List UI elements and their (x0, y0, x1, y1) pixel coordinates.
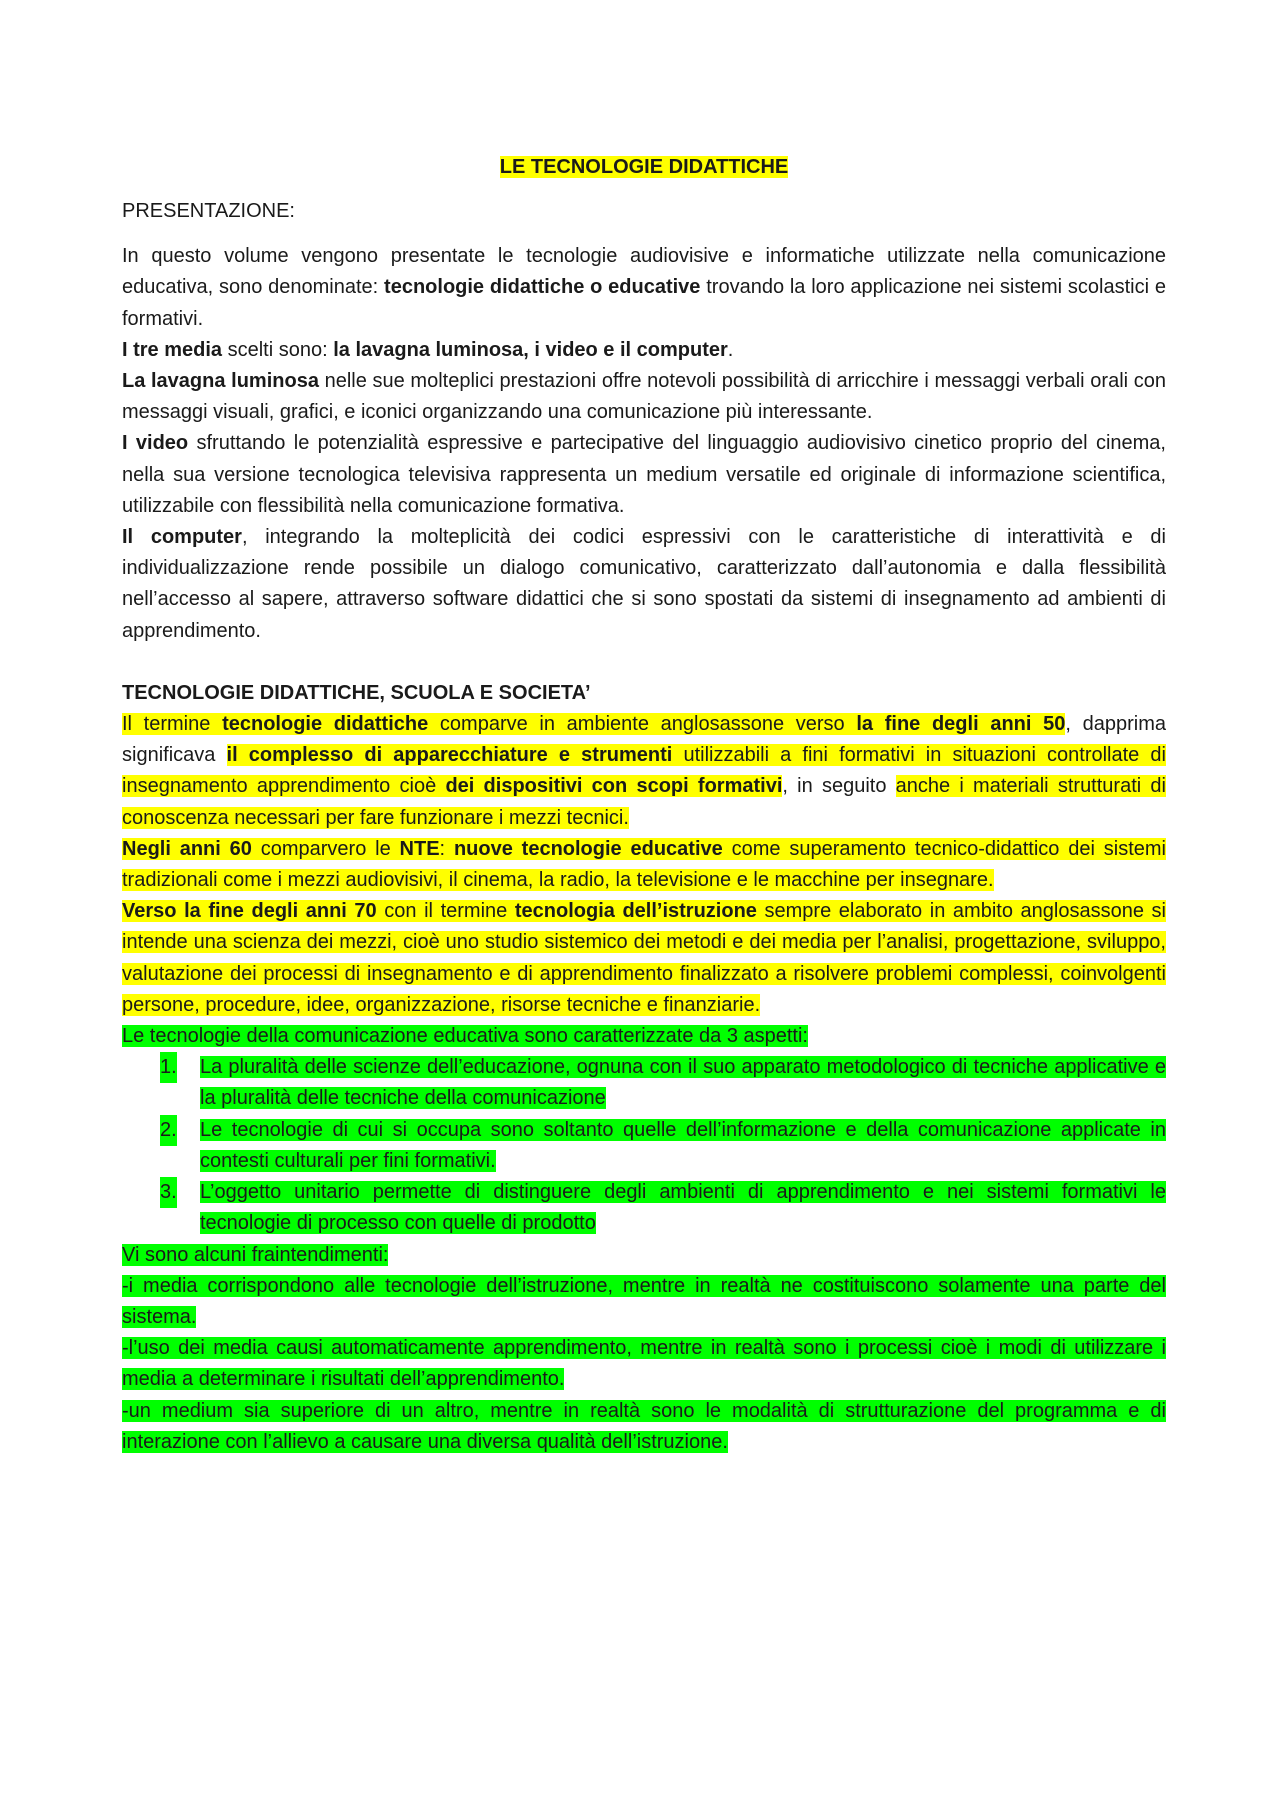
list-item: 2. Le tecnologie di cui si occupa sono soltanto quelle dell’informazione e della comunicazione applicate in contesti culturali per fini formativi. (122, 1115, 1166, 1177)
list-item: 1. La pluralità delle scienze dell’educazione, ognuna con il suo apparato metodologico di tecniche applicative e la pluralità delle tecniche della comunicazione (122, 1052, 1166, 1114)
aspects-intro: Le tecnologie della comunicazione educativa sono caratterizzate da 3 aspetti: (122, 1025, 808, 1048)
video-paragraph: I video sfruttando le potenzialità espressive e partecipative del linguaggio audiovisivo cinetico proprio del cinema, nella sua versione tecnologica televisiva rappresenta un medium versatile ed originale di informazione scientifica, utilizzabile con flessibilità nella comunicazione formativa. (122, 432, 1166, 517)
definition-paragraph: Il termine tecnologie didattiche comparve in ambiente anglosassone verso la fine degli anni 50, dapprima significava il complesso di apparecchiature e strumenti utilizzabili a fini formativi in situazioni controllate di insegnamento apprendimento cioè dei dispositivi con scopi formativi, in seguito anche i materiali strutturati di conoscenza necessari per fare funzionare i mezzi tecnici. (122, 713, 1166, 829)
misunderstanding-item: -l’uso dei media causi automaticamente apprendimento, mentre in realtà sono i processi cioè i modi di utilizzare i media a determinare i risultati dell’apprendimento. (122, 1337, 1166, 1391)
document-page (122, 152, 1166, 1458)
computer-paragraph: Il computer, integrando la molteplicità dei codici espressivi con le caratteristiche di interattività e di individualizzazione rende possibile un dialogo comunicativo, caratterizzato dall’autonomia e dalla flessibilità nell’accesso al sapere, attraverso software didattici che si sono spostati da sistemi di insegnamento ad ambienti di apprendimento. (122, 526, 1167, 642)
nte-paragraph: Negli anni 60 comparvero le NTE: nuove tecnologie educative come superamento tecnico-didattico dei sistemi tradizionali come i mezzi audiovisivi, il cinema, la radio, la televisione e le macchine per insegnare. (122, 837, 1166, 892)
lavagna-paragraph: La lavagna luminosa nelle sue molteplici prestazioni offre notevoli possibilità di arricchire i messaggi verbali orali con messaggi visuali, grafici, e iconici organizzando una comunicazione più interessante. (122, 370, 1166, 424)
title-block (122, 152, 1166, 183)
misunderstanding-item: -i media corrispondono alle tecnologie dell’istruzione, mentre in realtà ne costituiscono solamente una parte del sistema. (122, 1274, 1166, 1328)
aspects-list (122, 1052, 1166, 1239)
misunderstanding-item: -un medium sia superiore di un altro, mentre in realtà sono le modalità di strutturazione del programma e di interazione con l’allievo a causare una diversa qualità dell’istruzione. (122, 1399, 1166, 1453)
presentazione-label: PRESENTAZIONE: (122, 200, 295, 222)
media-paragraph: I tre media scelti sono: la lavagna luminosa, i video e il computer. (122, 338, 734, 361)
section-heading: TECNOLOGIE DIDATTICHE, SCUOLA E SOCIETA’ (122, 681, 591, 704)
misunderstandings-intro: Vi sono alcuni fraintendimenti: (122, 1243, 389, 1266)
list-item: 3. L’oggetto unitario permette di distinguere degli ambienti di apprendimento e nei sistemi formativi le tecnologie di processo con quelle di prodotto (122, 1177, 1166, 1239)
istruzione-paragraph: Verso la fine degli anni 70 con il termine tecnologia dell’istruzione sempre elaborato in ambito anglosassone si intende una scienza dei mezzi, cioè uno studio sistemico dei metodi e dei media per l’analisi, progettazione, sviluppo, valutazione dei processi di insegnamento e di apprendimento finalizzato a risolvere problemi complessi, coinvolgenti persone, procedure, idee, organizzazione, risorse tecniche e finanziarie. (122, 900, 1166, 1016)
page-title: LE TECNOLOGIE DIDATTICHE (499, 156, 789, 178)
intro-paragraph: In questo volume vengono presentate le tecnologie audiovisive e informatiche utilizzate nella comunicazione educativa, sono denominate: tecnologie didattiche o educative trovando la loro applicazione nei sistemi scolastici e formativi. (122, 245, 1166, 330)
